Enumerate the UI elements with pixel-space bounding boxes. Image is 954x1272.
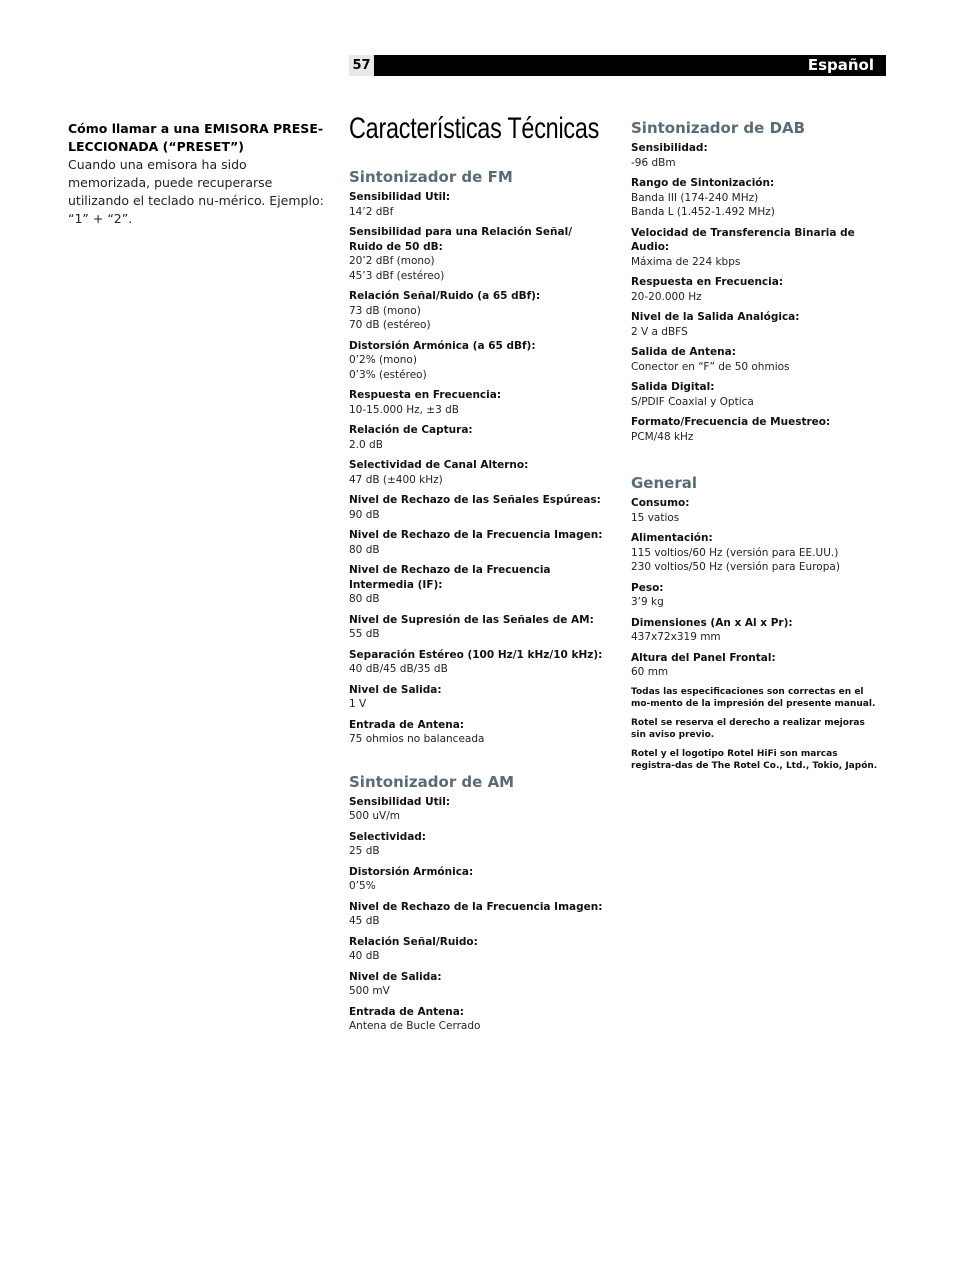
spec-value: 500 uV/m	[349, 810, 400, 822]
spec-label: Selectividad:	[349, 830, 427, 843]
spec-value: 45 dB	[349, 915, 380, 927]
general-notes	[631, 686, 891, 773]
spec-value: 40 dB/45 dB/35 dB	[349, 663, 448, 675]
spec-label: Formato/Frecuencia de Muestreo:	[631, 416, 831, 428]
spec-value: Banda III (174-240 MHz)	[631, 191, 759, 204]
spec-label: Nivel de Salida:	[349, 970, 442, 983]
spec-value: 14’2 dBf	[349, 205, 394, 218]
spec-value: 10-15.000 Hz, ±3 dB	[349, 403, 459, 416]
header-bar	[349, 55, 886, 76]
spec-label: Nivel de la Salida Analógica:	[631, 311, 800, 323]
spec-item	[349, 493, 609, 522]
am-section	[349, 773, 609, 1034]
spec-item	[631, 531, 891, 575]
spec-item	[631, 226, 891, 270]
spec-value: 73 dB (mono)	[349, 304, 421, 317]
spec-value: 45’3 dBf (estéreo)	[349, 269, 445, 282]
spec-label: Relación Señal/Ruido:	[349, 935, 478, 948]
spec-item	[631, 310, 891, 339]
spec-item	[349, 648, 609, 677]
middle-column	[349, 168, 609, 1040]
spec-label: Distorsión Armónica (a 65 dBf):	[349, 339, 536, 352]
spec-value: 1 V	[349, 698, 367, 710]
spec-value: 55 dB	[349, 628, 380, 640]
spec-label: Nivel de Salida:	[349, 683, 442, 696]
spec-label: Selectividad de Canal Alterno:	[349, 459, 529, 471]
spec-label: Respuesta en Frecuencia:	[631, 276, 784, 288]
dab-section	[631, 119, 891, 444]
spec-label: Nivel de Rechazo de las Señales Espúreas:	[349, 494, 601, 506]
footnote: Rotel se reserva el derecho a realizar mejoras sin aviso previo.	[631, 717, 865, 740]
spec-item	[349, 613, 609, 642]
spec-value: 115 voltios/60 Hz (versión para EE.UU.)	[631, 546, 839, 559]
spec-label: Dimensiones (An x Al x Pr):	[631, 616, 793, 629]
spec-label: Altura del Panel Frontal:	[631, 651, 776, 664]
spec-label: Sensibilidad Util:	[349, 191, 451, 203]
spec-item	[349, 388, 609, 417]
spec-value: 80 dB	[349, 543, 380, 556]
spec-item	[631, 581, 891, 610]
spec-item	[631, 616, 891, 645]
spec-value: 90 dB	[349, 508, 380, 521]
right-column	[631, 119, 891, 779]
spec-label: Distorsión Armónica:	[349, 865, 474, 878]
spec-item	[349, 225, 609, 283]
spec-label: Salida Digital:	[631, 381, 715, 393]
spec-item	[349, 683, 609, 712]
spec-item	[349, 563, 609, 607]
spec-value: 40 dB	[349, 950, 380, 962]
spec-value: 80 dB	[349, 593, 380, 605]
spec-label: Separación Estéreo (100 Hz/1 kHz/10 kHz):	[349, 648, 603, 661]
spec-item	[349, 1005, 609, 1034]
spec-value: 70 dB (estéreo)	[349, 319, 431, 331]
preset-heading: Cómo llamar a una EMISORA PRESE-LECCIONADA (“PRESET”)	[68, 121, 324, 154]
spec-value: 47 dB (±400 kHz)	[349, 473, 443, 486]
spec-label: Velocidad de Transferencia Binaria de Audio:	[631, 226, 855, 253]
spec-label: Respuesta en Frecuencia:	[349, 389, 502, 401]
spec-value: Conector en “F” de 50 ohmios	[631, 360, 790, 373]
spec-label: Sensibilidad:	[631, 142, 708, 154]
spec-item	[631, 380, 891, 409]
fm-section	[349, 168, 609, 747]
spec-value: 0’5%	[349, 880, 376, 892]
spec-value: 3’9 kg	[631, 596, 664, 608]
spec-item	[349, 289, 609, 333]
spec-item	[349, 970, 609, 999]
spec-item	[631, 176, 891, 220]
spec-value: Banda L (1.452-1.492 MHz)	[631, 206, 775, 218]
footnote: Todas las especificaciones son correctas en el mo-mento de la impresión del presente manual.	[631, 686, 876, 709]
spec-item	[349, 339, 609, 383]
spec-label: Nivel de Rechazo de la Frecuencia Imagen:	[349, 900, 603, 913]
spec-item	[631, 345, 891, 374]
spec-item	[631, 496, 891, 525]
spec-value: 20-20.000 Hz	[631, 290, 702, 303]
spec-item	[349, 795, 609, 824]
spec-value: -96 dBm	[631, 156, 676, 169]
dab-heading: Sintonizador de DAB	[631, 119, 806, 137]
spec-value: PCM/48 kHz	[631, 430, 694, 443]
spec-label: Alimentación:	[631, 532, 713, 544]
spec-item	[349, 718, 609, 747]
spec-value: 500 mV	[349, 985, 390, 997]
spec-value: 25 dB	[349, 845, 380, 857]
spec-item	[349, 935, 609, 964]
spec-value: 75 ohmios no balanceada	[349, 733, 485, 745]
footnote: Rotel y el logotipo Rotel HiFi son marcas registra-das de The Rotel Co., Ltd., Tokio, Japón.	[631, 748, 878, 771]
spec-value: S/PDIF Coaxial y Optica	[631, 395, 754, 408]
spec-item	[349, 458, 609, 487]
language-label: Español	[807, 56, 874, 74]
spec-label: Sensibilidad para una Relación Señal/ Ruido de 50 dB:	[349, 226, 573, 253]
page-number: 57	[349, 55, 374, 76]
spec-value: 20’2 dBf (mono)	[349, 255, 435, 267]
general-spec-list	[631, 496, 891, 680]
spec-value: Antena de Bucle Cerrado	[349, 1020, 481, 1032]
preset-body: Cuando una emisora ha sido memorizada, puede recuperarse utilizando el teclado nu-mérico. Ejemplo: “1” + “2”.	[68, 157, 324, 226]
spec-value: 230 voltios/50 Hz (versión para Europa)	[631, 561, 840, 573]
general-heading: General	[631, 474, 697, 492]
page-title: Características Técnicas	[349, 112, 600, 145]
spec-item	[631, 141, 891, 170]
spec-label: Sensibilidad Util:	[349, 795, 451, 808]
spec-item	[631, 415, 891, 444]
am-spec-list	[349, 795, 609, 1034]
left-column	[68, 120, 326, 228]
spec-value: 15 vatios	[631, 511, 680, 524]
spec-item	[349, 865, 609, 894]
spec-item	[349, 528, 609, 557]
spec-item	[349, 190, 609, 219]
dab-spec-list	[631, 141, 891, 444]
spec-label: Relación de Captura:	[349, 424, 473, 436]
spec-item	[349, 900, 609, 929]
spec-label: Entrada de Antena:	[349, 718, 464, 731]
spec-value: 2.0 dB	[349, 438, 383, 451]
spec-label: Relación Señal/Ruido (a 65 dBf):	[349, 290, 541, 302]
spec-label: Consumo:	[631, 497, 690, 509]
spec-value: Máxima de 224 kbps	[631, 255, 741, 268]
spec-label: Peso:	[631, 581, 664, 594]
spec-item	[631, 651, 891, 680]
am-heading: Sintonizador de AM	[349, 772, 515, 791]
spec-item	[349, 423, 609, 452]
spec-value: 60 mm	[631, 666, 669, 678]
spec-value: 0’2% (mono)	[349, 354, 417, 366]
spec-item	[631, 275, 891, 304]
spec-value: 2 V a dBFS	[631, 325, 688, 338]
fm-spec-list	[349, 190, 609, 747]
spec-label: Entrada de Antena:	[349, 1005, 464, 1018]
spec-value: 0’3% (estéreo)	[349, 368, 427, 381]
spec-label: Salida de Antena:	[631, 346, 736, 358]
spec-label: Nivel de Rechazo de la Frecuencia Intermedia (IF):	[349, 564, 551, 591]
spec-label: Nivel de Supresión de las Señales de AM:	[349, 613, 594, 626]
spec-value: 437x72x319 mm	[631, 631, 721, 643]
fm-heading: Sintonizador de FM	[349, 168, 513, 186]
spec-item	[349, 830, 609, 859]
spec-label: Rango de Sintonización:	[631, 177, 775, 189]
general-section	[631, 474, 891, 773]
spec-label: Nivel de Rechazo de la Frecuencia Imagen:	[349, 529, 603, 541]
